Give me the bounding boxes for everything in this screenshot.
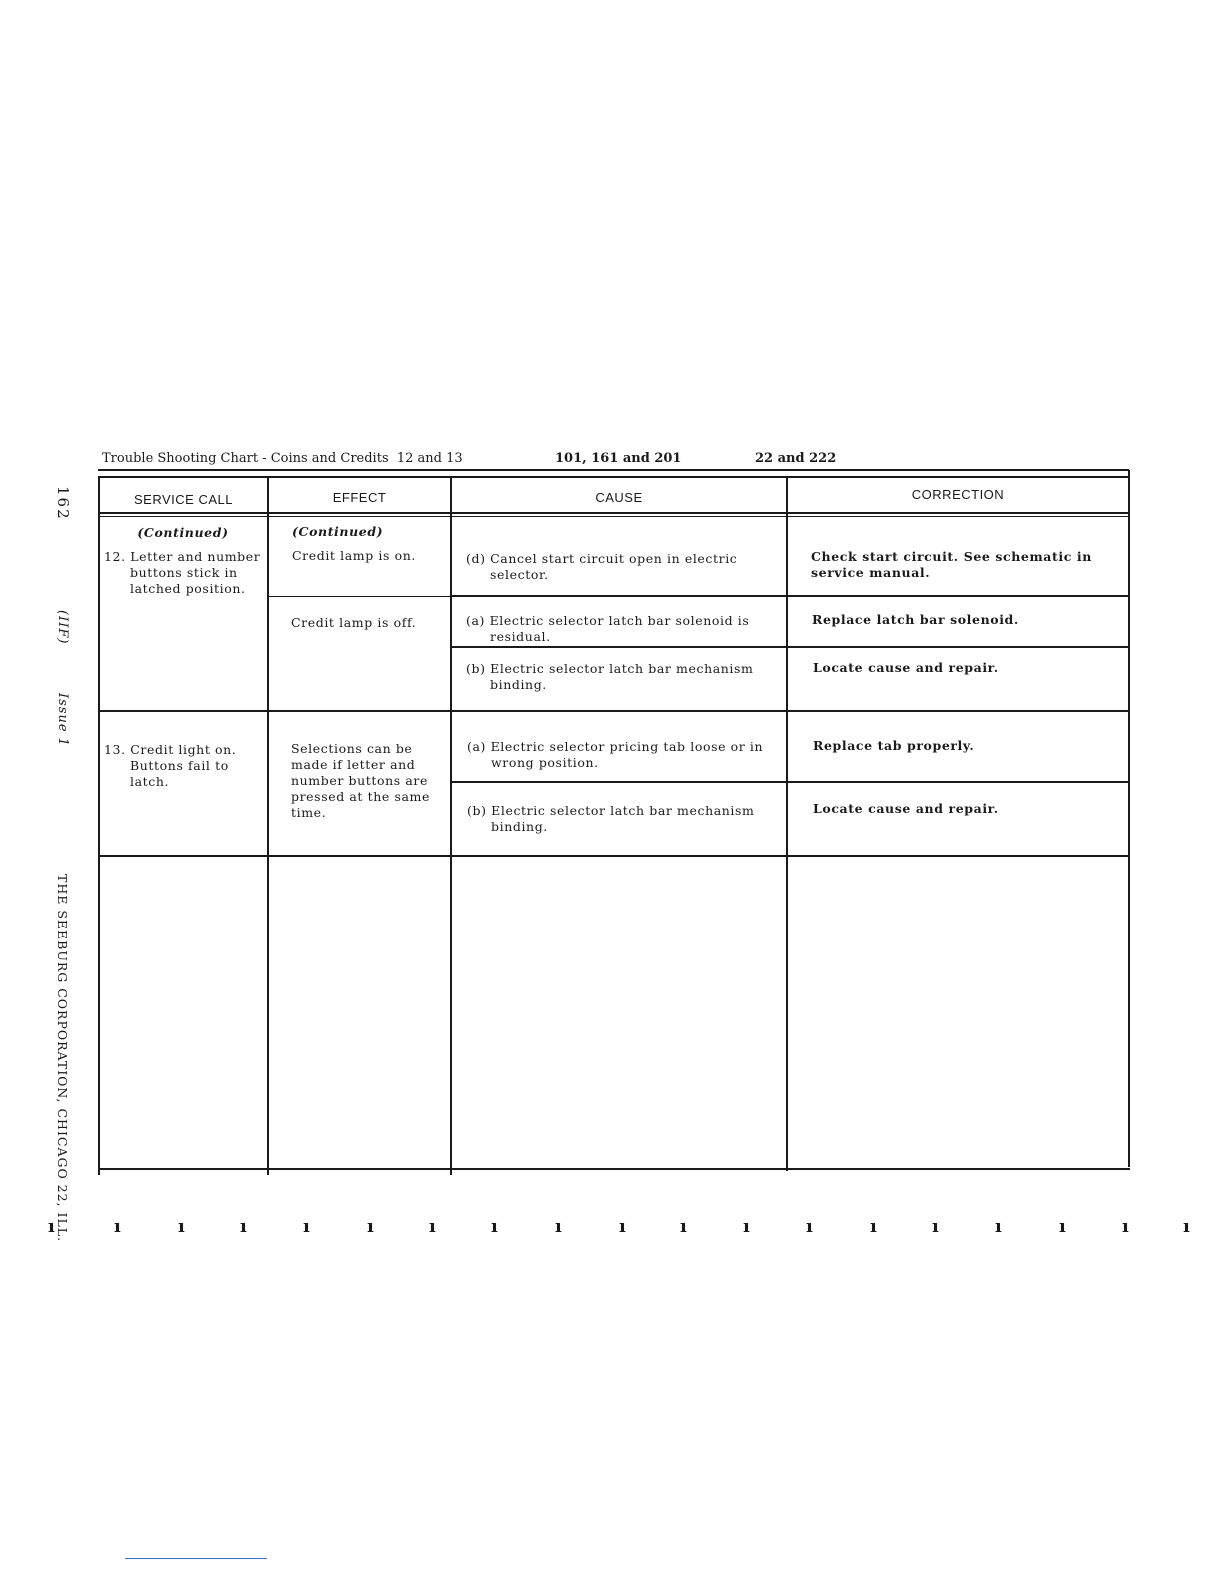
table-top-rule [98, 469, 1129, 471]
perforation-mark: ı [48, 1216, 55, 1237]
effect-13: Selections can be made if letter and number buttons are pressed at the same time. [291, 741, 430, 820]
perforation-mark: ı [806, 1216, 813, 1237]
table-bottom-rule [98, 1168, 1130, 1170]
cause-13-b: (b) Electric selector latch bar mechanism binding. [467, 803, 755, 834]
perforation-mark: ı [555, 1216, 562, 1237]
header-bottom-rule [98, 512, 1129, 514]
continued-label: (Continued) [137, 525, 229, 540]
perforation-mark: ı [114, 1216, 121, 1237]
perforation-mark: ı [870, 1216, 877, 1237]
cause-12-d: (d) Cancel start circuit open in electric selector. [466, 551, 738, 582]
header-bottom-rule-inner [98, 516, 1129, 517]
col-header-effect: EFFECT [332, 490, 387, 505]
row-12-cause-a-rule [450, 646, 1130, 648]
document-code: (IIF) [55, 610, 70, 645]
perforation-mark: ı [1122, 1216, 1129, 1237]
col-divider-2 [450, 476, 452, 1175]
service-call-12-text: 12. Letter and number buttons stick in latched position. [104, 549, 261, 596]
chart-models: 101, 161 and 201 [555, 451, 682, 466]
correction-13-b: Locate cause and repair. [813, 801, 999, 816]
chart-sections: 12 and 13 [396, 451, 463, 466]
continued-label: (Continued) [292, 524, 384, 539]
table-top-rule-inner [98, 476, 1129, 478]
col-header-correction: CORRECTION [911, 487, 1005, 502]
col-header-cause: CAUSE [595, 490, 643, 505]
perforation-mark: ı [367, 1216, 374, 1237]
service-call-13: 13. Credit light on. Buttons fail to latch. [104, 742, 237, 789]
col-divider-1 [267, 476, 269, 1175]
row-12-bottom-rule [98, 710, 1130, 712]
page-number: 162 [54, 486, 72, 521]
cause-12-b: (b) Electric selector latch bar mechanism binding. [466, 661, 754, 692]
service-call-12 [104, 525, 262, 597]
correction-12-b: Locate cause and repair. [813, 660, 999, 675]
row-13-cause-a-rule [450, 781, 1130, 783]
row-12-effect-a-rule [267, 596, 453, 597]
perforation-mark: ı [429, 1216, 436, 1237]
col-header-service-call: SERVICE CALL [134, 492, 233, 507]
perforation-mark: ı [932, 1216, 939, 1237]
effect-12-a [292, 524, 447, 564]
perforation-mark: ı [743, 1216, 750, 1237]
chart-title [102, 451, 463, 466]
perforation-mark: ı [680, 1216, 687, 1237]
issue-label: Issue 1 [55, 693, 70, 747]
effect-12-a-text: Credit lamp is on. [292, 548, 416, 563]
bottom-underline-mark [125, 1558, 267, 1559]
perforation-mark: ı [995, 1216, 1002, 1237]
perforation-mark: ı [240, 1216, 247, 1237]
correction-12-d: Check start circuit. See schematic in service manual. [811, 549, 1092, 580]
correction-12-a: Replace latch bar solenoid. [812, 612, 1019, 627]
cause-13-a: (a) Electric selector pricing tab loose or in wrong position. [467, 739, 764, 770]
perforation-mark: ı [1059, 1216, 1066, 1237]
table-left-edge [98, 476, 100, 1175]
company-imprint: THE SEEBURG CORPORATION, CHICAGO 22, ILL. [55, 874, 70, 1243]
perforation-mark: ı [491, 1216, 498, 1237]
perforation-mark: ı [1183, 1216, 1190, 1237]
correction-13-a: Replace tab properly. [813, 738, 975, 753]
chart-title-text: Trouble Shooting Chart - Coins and Credits [102, 451, 389, 466]
row-13-bottom-rule [98, 855, 1130, 857]
cause-12-a: (a) Electric selector latch bar solenoid is residual. [466, 613, 750, 644]
perforation-mark: ı [619, 1216, 626, 1237]
row-12-cause-d-rule [450, 595, 1130, 597]
effect-12-b: Credit lamp is off. [291, 615, 417, 630]
perforation-mark: ı [178, 1216, 185, 1237]
perforation-mark: ı [303, 1216, 310, 1237]
chart-model-pair: 22 and 222 [755, 451, 837, 466]
